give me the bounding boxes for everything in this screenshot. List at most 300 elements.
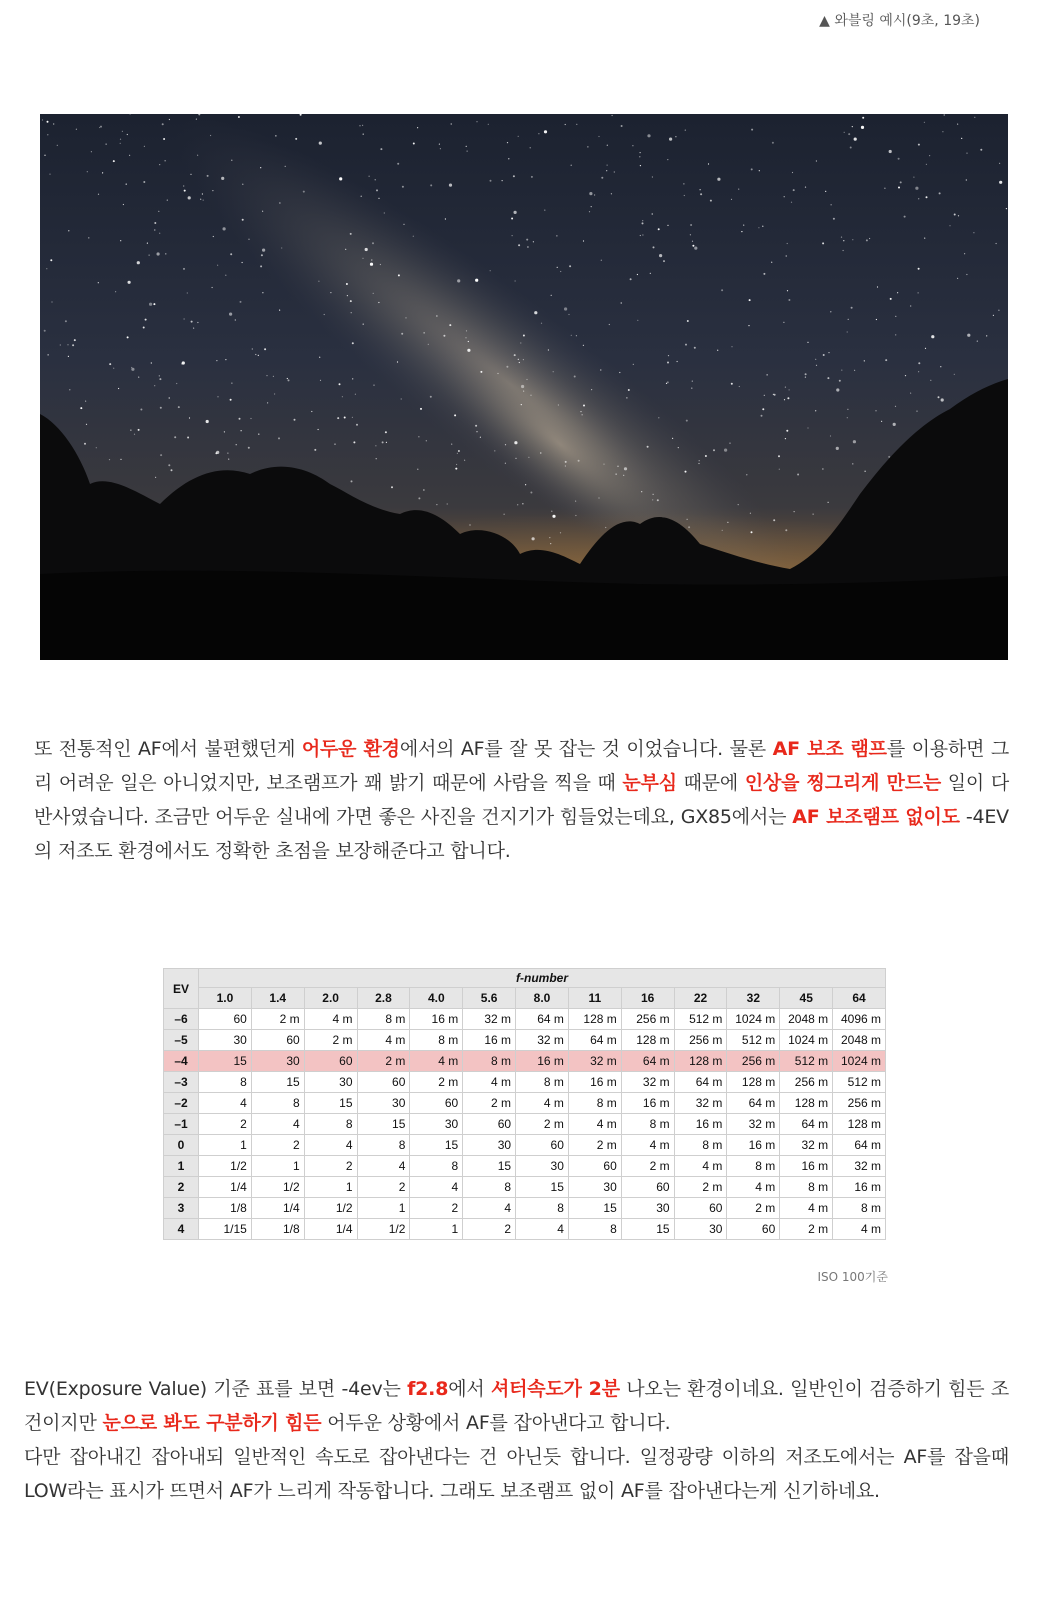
table-cell: 4 m bbox=[780, 1198, 833, 1219]
star bbox=[165, 160, 166, 161]
table-cell: 8 bbox=[410, 1156, 463, 1177]
star bbox=[382, 441, 384, 443]
star bbox=[626, 397, 627, 398]
table-cell: 2048 m bbox=[833, 1030, 886, 1051]
table-cell: 60 bbox=[516, 1135, 569, 1156]
star bbox=[657, 499, 659, 501]
star bbox=[787, 397, 789, 399]
table-cell: 1/4 bbox=[251, 1198, 304, 1219]
star bbox=[147, 243, 148, 244]
star bbox=[130, 430, 131, 431]
star bbox=[523, 335, 525, 337]
star bbox=[778, 455, 780, 457]
star bbox=[669, 138, 672, 141]
star bbox=[350, 300, 352, 302]
star bbox=[380, 264, 381, 265]
star bbox=[488, 124, 489, 125]
star bbox=[356, 424, 358, 426]
star bbox=[84, 443, 86, 445]
fnumber-col-header: 4.0 bbox=[410, 988, 463, 1009]
table-cell: 512 m bbox=[833, 1072, 886, 1093]
star bbox=[684, 195, 685, 196]
star bbox=[931, 335, 934, 338]
table-cell: 2 m bbox=[727, 1198, 780, 1219]
star bbox=[949, 225, 950, 226]
table-cell: 4 m bbox=[727, 1177, 780, 1198]
star bbox=[667, 159, 668, 160]
star bbox=[262, 249, 265, 252]
star bbox=[685, 130, 686, 131]
star bbox=[378, 302, 379, 303]
table-cell: 16 m bbox=[516, 1051, 569, 1072]
star bbox=[182, 361, 185, 364]
star bbox=[807, 342, 808, 343]
table-cell: 32 m bbox=[621, 1072, 674, 1093]
star bbox=[624, 467, 627, 470]
star bbox=[197, 155, 198, 156]
star bbox=[506, 366, 508, 368]
star bbox=[191, 321, 193, 323]
table-cell: 2 bbox=[251, 1135, 304, 1156]
star bbox=[238, 116, 240, 118]
star bbox=[160, 454, 162, 456]
star bbox=[731, 199, 732, 200]
star bbox=[504, 514, 505, 515]
table-cell: 2048 m bbox=[780, 1009, 833, 1030]
star bbox=[698, 463, 699, 464]
star bbox=[910, 305, 911, 306]
star bbox=[854, 370, 855, 371]
star bbox=[154, 229, 155, 230]
star bbox=[252, 348, 253, 349]
table-cell: 32 m bbox=[516, 1030, 569, 1051]
star bbox=[397, 361, 398, 362]
star bbox=[476, 431, 477, 432]
star bbox=[445, 218, 446, 219]
star bbox=[361, 196, 362, 197]
star bbox=[816, 365, 817, 366]
star bbox=[424, 332, 425, 333]
star bbox=[53, 123, 54, 124]
star bbox=[515, 458, 516, 459]
star bbox=[895, 406, 896, 407]
star bbox=[120, 139, 121, 140]
table-cell: 16 m bbox=[621, 1093, 674, 1114]
star bbox=[558, 404, 559, 405]
star bbox=[398, 274, 400, 276]
star bbox=[550, 543, 551, 544]
star bbox=[231, 160, 232, 161]
star bbox=[773, 519, 775, 521]
iso-note: ISO 100기준 bbox=[817, 1270, 888, 1284]
star bbox=[640, 235, 641, 236]
paragraph-text: -4EV의 저조도 환경에서도 정확한 초점을 보장해준다고 합니다. bbox=[34, 806, 1009, 862]
star bbox=[540, 452, 541, 453]
table-row bbox=[164, 1009, 886, 1030]
table-cell: 2 bbox=[357, 1177, 410, 1198]
table-cell: 2 m bbox=[357, 1051, 410, 1072]
star bbox=[320, 380, 321, 381]
star bbox=[551, 511, 552, 512]
star bbox=[678, 447, 679, 448]
star bbox=[375, 445, 376, 446]
star bbox=[98, 282, 99, 283]
table-cell: 16 m bbox=[463, 1030, 516, 1051]
table-cell: 15 bbox=[516, 1177, 569, 1198]
star bbox=[517, 504, 518, 505]
star bbox=[961, 138, 962, 139]
star bbox=[831, 204, 832, 205]
ev-row-header: 2 bbox=[164, 1177, 199, 1198]
star bbox=[210, 135, 211, 136]
star bbox=[231, 383, 232, 384]
star bbox=[784, 196, 785, 197]
star bbox=[853, 440, 856, 443]
star bbox=[658, 228, 660, 230]
star bbox=[324, 314, 325, 315]
table-cell: 4 bbox=[199, 1093, 252, 1114]
star bbox=[401, 398, 402, 399]
star bbox=[413, 236, 414, 237]
star bbox=[230, 253, 232, 255]
star bbox=[507, 142, 508, 143]
star bbox=[830, 311, 831, 312]
table-cell: 256 m bbox=[727, 1051, 780, 1072]
table-cell: 1 bbox=[251, 1156, 304, 1177]
star bbox=[763, 273, 765, 275]
star bbox=[512, 235, 513, 236]
star bbox=[85, 401, 86, 402]
star bbox=[359, 125, 360, 126]
star bbox=[603, 464, 604, 465]
star bbox=[582, 414, 583, 415]
star bbox=[149, 255, 150, 256]
star bbox=[580, 411, 581, 412]
table-cell: 8 m bbox=[516, 1072, 569, 1093]
highlight-text: 어두운 환경 bbox=[301, 738, 400, 760]
star bbox=[619, 372, 620, 373]
star bbox=[924, 238, 925, 239]
star bbox=[217, 265, 218, 266]
star bbox=[134, 434, 135, 435]
table-cell: 15 bbox=[199, 1051, 252, 1072]
star bbox=[417, 127, 418, 128]
star bbox=[273, 376, 274, 377]
star bbox=[464, 460, 465, 461]
table-cell: 8 m bbox=[357, 1009, 410, 1030]
table-cell: 32 m bbox=[727, 1114, 780, 1135]
star bbox=[571, 335, 572, 336]
star bbox=[129, 155, 130, 156]
star bbox=[957, 124, 958, 125]
star bbox=[647, 446, 649, 448]
star bbox=[144, 146, 145, 147]
table-cell: 256 m bbox=[674, 1030, 727, 1051]
table-cell: 30 bbox=[357, 1093, 410, 1114]
paragraph-text: 때문에 bbox=[676, 772, 745, 794]
star bbox=[966, 179, 967, 180]
star bbox=[1006, 208, 1007, 209]
star bbox=[773, 394, 774, 395]
table-cell: 30 bbox=[621, 1198, 674, 1219]
table-cell: 1 bbox=[357, 1198, 410, 1219]
star bbox=[852, 463, 853, 464]
highlight-text: f2.8 bbox=[407, 1378, 449, 1400]
star bbox=[378, 198, 379, 199]
star bbox=[447, 503, 448, 504]
star bbox=[930, 380, 931, 381]
star bbox=[420, 408, 422, 410]
milky-way-photo bbox=[40, 114, 1008, 660]
star bbox=[729, 443, 730, 444]
star bbox=[565, 124, 566, 125]
star bbox=[311, 411, 312, 412]
table-cell: 4 m bbox=[674, 1156, 727, 1177]
star bbox=[687, 320, 689, 322]
star bbox=[522, 503, 523, 504]
table-cell: 8 m bbox=[780, 1177, 833, 1198]
star bbox=[844, 132, 845, 133]
star bbox=[480, 371, 482, 373]
star bbox=[836, 447, 839, 450]
table-cell: 32 m bbox=[463, 1009, 516, 1030]
star bbox=[538, 133, 539, 134]
table-cell: 2 m bbox=[410, 1072, 463, 1093]
star bbox=[772, 142, 774, 144]
star bbox=[913, 177, 914, 178]
star bbox=[876, 319, 877, 320]
table-cell: 8 bbox=[304, 1114, 357, 1135]
star bbox=[652, 213, 653, 214]
table-cell: 256 m bbox=[833, 1093, 886, 1114]
star bbox=[163, 138, 165, 140]
star bbox=[165, 253, 166, 254]
star bbox=[611, 193, 612, 194]
star bbox=[476, 121, 477, 122]
table-cell: 1/4 bbox=[304, 1219, 357, 1240]
star bbox=[848, 319, 849, 320]
table-cell: 15 bbox=[251, 1072, 304, 1093]
star bbox=[783, 322, 784, 323]
star bbox=[475, 279, 478, 282]
table-cell: 128 m bbox=[780, 1093, 833, 1114]
star bbox=[51, 301, 52, 302]
star bbox=[46, 268, 47, 269]
ev-row-header: 3 bbox=[164, 1198, 199, 1219]
table-cell: 30 bbox=[304, 1072, 357, 1093]
star bbox=[741, 231, 742, 232]
star bbox=[576, 124, 577, 125]
table-cell: 64 m bbox=[833, 1135, 886, 1156]
star bbox=[511, 218, 513, 220]
star bbox=[663, 260, 665, 262]
table-cell: 16 m bbox=[780, 1156, 833, 1177]
star bbox=[518, 244, 520, 246]
star bbox=[401, 333, 403, 335]
star bbox=[72, 344, 74, 346]
table-cell: 1 bbox=[199, 1135, 252, 1156]
star bbox=[523, 359, 524, 360]
star bbox=[833, 218, 835, 220]
table-cell: 512 m bbox=[727, 1030, 780, 1051]
star bbox=[48, 354, 49, 355]
star bbox=[519, 362, 520, 363]
star bbox=[188, 196, 191, 199]
star bbox=[637, 320, 638, 321]
fnumber-col-header: 45 bbox=[780, 988, 833, 1009]
star bbox=[330, 292, 331, 293]
star bbox=[788, 299, 790, 301]
fnumber-col-header: 64 bbox=[833, 988, 886, 1009]
table-cell: 32 m bbox=[568, 1051, 621, 1072]
star bbox=[574, 376, 576, 378]
paragraph-text: 또 전통적인 AF에서 불편했던게 bbox=[34, 738, 302, 760]
star bbox=[213, 236, 214, 237]
star bbox=[215, 452, 217, 454]
star bbox=[528, 457, 529, 458]
star bbox=[344, 417, 346, 419]
star bbox=[767, 374, 768, 375]
star bbox=[248, 447, 250, 449]
star bbox=[724, 449, 727, 452]
star bbox=[852, 126, 853, 127]
star bbox=[178, 406, 180, 408]
star bbox=[267, 402, 268, 403]
fnumber-col-header: 1.0 bbox=[199, 988, 252, 1009]
ev-row-header: –2 bbox=[164, 1093, 199, 1114]
star bbox=[187, 437, 189, 439]
table-row bbox=[164, 1030, 886, 1051]
star bbox=[751, 168, 753, 170]
star bbox=[68, 356, 69, 357]
star bbox=[653, 494, 654, 495]
star bbox=[553, 371, 554, 372]
table-cell: 30 bbox=[463, 1135, 516, 1156]
star bbox=[601, 177, 603, 179]
table-cell: 4 bbox=[516, 1219, 569, 1240]
star bbox=[350, 233, 352, 235]
star bbox=[958, 215, 959, 216]
fnumber-col-header: 11 bbox=[568, 988, 621, 1009]
star bbox=[203, 200, 204, 201]
star bbox=[939, 192, 941, 194]
star bbox=[526, 239, 528, 241]
ev-row-header: 4 bbox=[164, 1219, 199, 1240]
star bbox=[430, 396, 432, 398]
star bbox=[314, 449, 316, 451]
table-cell: 30 bbox=[568, 1177, 621, 1198]
star bbox=[750, 513, 751, 514]
star bbox=[929, 155, 930, 156]
star bbox=[352, 417, 353, 418]
star bbox=[964, 253, 965, 254]
star bbox=[436, 315, 437, 316]
star bbox=[451, 444, 452, 445]
star bbox=[159, 164, 160, 165]
star bbox=[221, 177, 224, 180]
star bbox=[875, 410, 876, 411]
star bbox=[601, 260, 602, 261]
star bbox=[74, 339, 76, 341]
star bbox=[993, 315, 994, 316]
star bbox=[890, 298, 892, 300]
star bbox=[109, 459, 110, 460]
star bbox=[352, 342, 354, 344]
star bbox=[710, 200, 712, 202]
star bbox=[784, 399, 785, 400]
star bbox=[363, 324, 364, 325]
star bbox=[69, 389, 70, 390]
table-cell: 60 bbox=[410, 1093, 463, 1114]
star bbox=[373, 385, 374, 386]
table-cell: 2 m bbox=[251, 1009, 304, 1030]
star bbox=[794, 511, 795, 512]
star bbox=[225, 275, 226, 276]
star bbox=[797, 474, 799, 476]
star bbox=[518, 359, 519, 360]
star bbox=[569, 265, 571, 267]
table-cell: 15 bbox=[304, 1093, 357, 1114]
table-cell: 128 m bbox=[674, 1051, 727, 1072]
star bbox=[505, 463, 506, 464]
table-cell: 4 m bbox=[463, 1072, 516, 1093]
table-cell: 2 m bbox=[780, 1219, 833, 1240]
star bbox=[118, 388, 119, 389]
star bbox=[600, 369, 601, 370]
star bbox=[520, 342, 521, 343]
table-row bbox=[164, 1135, 886, 1156]
paragraph-text: 어두운 상황에서 AF를 잡아낸다고 합니다. bbox=[321, 1412, 671, 1434]
star bbox=[717, 178, 720, 181]
table-cell: 30 bbox=[251, 1051, 304, 1072]
table-cell: 60 bbox=[674, 1198, 727, 1219]
star bbox=[731, 383, 733, 385]
star bbox=[841, 370, 842, 371]
star bbox=[967, 334, 970, 337]
star bbox=[455, 468, 457, 470]
star bbox=[565, 465, 566, 466]
table-cell: 8 m bbox=[568, 1093, 621, 1114]
fnumber-col-header: 32 bbox=[727, 988, 780, 1009]
star bbox=[87, 171, 88, 172]
star bbox=[771, 262, 772, 263]
star bbox=[138, 429, 140, 431]
image-caption: ▲ 와블링 예시(9초, 19초) bbox=[819, 13, 980, 29]
paragraph-text: 를 이용하면 그리 어려운 일은 아니었지만, 보조램프가 꽤 밝기 때문에 사람을 찍을 때 bbox=[34, 738, 1009, 794]
ev-row-header: –5 bbox=[164, 1030, 199, 1051]
star bbox=[786, 430, 788, 432]
star bbox=[861, 126, 864, 129]
star bbox=[514, 441, 517, 444]
table-cell: 1/2 bbox=[304, 1198, 357, 1219]
star bbox=[640, 152, 641, 153]
ev-row-header: –1 bbox=[164, 1114, 199, 1135]
star bbox=[924, 122, 925, 123]
star bbox=[667, 381, 669, 383]
star bbox=[762, 408, 764, 410]
table-cell: 8 m bbox=[674, 1135, 727, 1156]
star bbox=[865, 471, 866, 472]
star bbox=[190, 174, 191, 175]
star bbox=[128, 281, 131, 284]
star bbox=[916, 411, 917, 412]
star bbox=[692, 381, 693, 382]
star bbox=[900, 181, 902, 183]
star bbox=[779, 469, 780, 470]
table-cell: 512 m bbox=[674, 1009, 727, 1030]
star bbox=[764, 395, 765, 396]
star bbox=[131, 368, 134, 371]
